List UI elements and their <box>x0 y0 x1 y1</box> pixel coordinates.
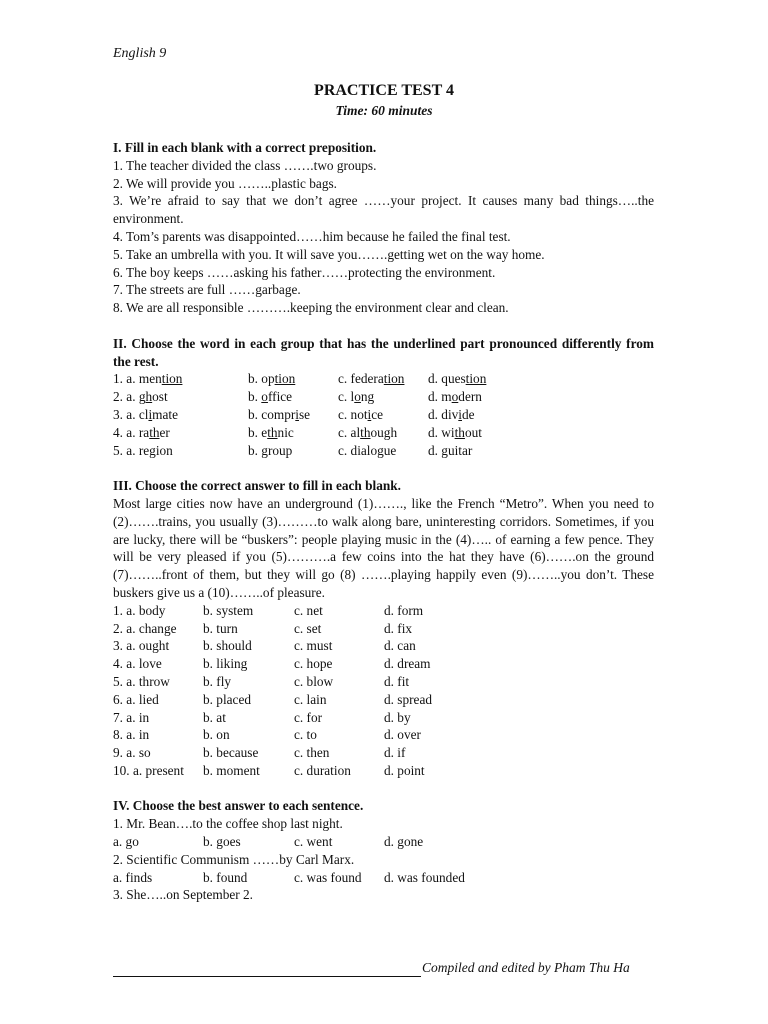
word-part: c. al <box>338 424 361 440</box>
underlined-part: o <box>261 389 268 405</box>
cloze-option-row <box>113 620 654 638</box>
word-part: ough <box>370 424 398 440</box>
option: b. goes <box>203 834 241 850</box>
option: d. form <box>384 602 424 618</box>
s4-options <box>113 869 654 887</box>
underlined-part: o <box>354 389 361 405</box>
option: c. went <box>294 834 333 850</box>
s1-item: 6. The boy keeps ……asking his father……protecting the environment. <box>113 264 496 280</box>
option-b <box>248 370 338 388</box>
word-part: d. div <box>428 406 459 422</box>
subject-label: English 9 <box>113 46 167 61</box>
time-limit: Time: 60 minutes <box>335 103 433 118</box>
section4-heading: IV. Choose the best answer to each sentence. <box>113 798 364 814</box>
option: 10. a. present <box>113 762 184 778</box>
pronunciation-row <box>113 388 654 406</box>
cloze-options-table <box>113 602 654 780</box>
option-d <box>428 406 475 424</box>
word-part: nic <box>277 424 294 440</box>
cloze-option-row <box>113 655 654 673</box>
word-part: 5. a. region <box>113 442 173 458</box>
underlined-part: th <box>267 424 278 440</box>
option: d. fit <box>384 673 410 689</box>
option: 7. a. in <box>113 709 150 725</box>
cloze-option-row <box>113 691 654 709</box>
option-c <box>338 424 428 442</box>
option-d <box>428 442 472 460</box>
option: 4. a. love <box>113 656 162 672</box>
option-d <box>428 424 482 442</box>
option: d. over <box>384 727 421 743</box>
word-part: se <box>298 406 311 422</box>
option: b. system <box>203 602 254 618</box>
option: 6. a. lied <box>113 691 159 707</box>
footer-rule <box>113 976 421 977</box>
option: b. fly <box>203 673 232 689</box>
underlined-part: i <box>367 406 372 422</box>
s4-options <box>113 833 654 851</box>
s4-question: 3. She…..on September 2. <box>113 887 253 903</box>
option: c. blow <box>294 673 334 689</box>
s1-item: 5. Take an umbrella with you. It will save you…….getting wet on the way home. <box>113 246 545 262</box>
s4-question: 2. Scientific Communism ……by Carl Marx. <box>113 851 355 867</box>
page-title: PRACTICE TEST 4 <box>314 82 454 99</box>
footer-credit: Compiled and edited by Pham Thu Ha <box>422 960 630 975</box>
word-part: b. compr <box>248 406 296 422</box>
option-a <box>113 442 248 460</box>
option: d. if <box>384 745 406 761</box>
underlined-part: i <box>295 406 299 422</box>
option-b <box>248 424 338 442</box>
word-part: 4. a. ra <box>113 424 150 440</box>
option: c. to <box>294 727 317 743</box>
test-content <box>113 139 654 904</box>
option: c. then <box>294 745 330 761</box>
option: b. liking <box>203 656 248 672</box>
word-part: er <box>159 424 170 440</box>
cloze-option-row <box>113 709 654 727</box>
pronunciation-row <box>113 424 654 442</box>
option: d. gone <box>384 834 424 850</box>
underlined-part: th <box>360 424 371 440</box>
cloze-option-row <box>113 673 654 691</box>
underlined-part: tion <box>465 371 487 387</box>
option: c. for <box>294 709 323 725</box>
word-part: d. m <box>428 389 452 405</box>
option: b. because <box>203 745 259 761</box>
word-part: b. <box>248 389 262 405</box>
underlined-part: i <box>458 406 462 422</box>
word-part: out <box>464 424 482 440</box>
option: 3. a. ought <box>113 638 170 654</box>
underlined-part: o <box>451 389 459 405</box>
option-b <box>248 388 338 406</box>
underlined-part: tion <box>274 371 296 387</box>
option: b. turn <box>203 620 238 636</box>
underlined-part: th <box>149 424 160 440</box>
pronunciation-table <box>113 370 654 459</box>
word-part: 2. a. g <box>113 389 146 405</box>
option: 9. a. so <box>113 745 151 761</box>
s1-item: 7. The streets are full ……garbage. <box>113 282 301 298</box>
option-c <box>338 406 428 424</box>
option: c. was found <box>294 869 362 885</box>
word-part: b. group <box>248 442 293 458</box>
cloze-option-row <box>113 744 654 762</box>
option: c. duration <box>294 762 351 778</box>
word-part: d. ques <box>428 371 466 387</box>
word-part: ng <box>360 389 375 405</box>
word-part: ffice <box>267 389 293 405</box>
word-part: b. e <box>248 424 268 440</box>
option: b. found <box>203 869 248 885</box>
option-d <box>428 370 486 388</box>
cloze-option-row <box>113 762 654 780</box>
option: b. placed <box>203 691 251 707</box>
cloze-option-row <box>113 602 654 620</box>
option: a. go <box>113 834 139 850</box>
s1-item: 4. Tom’s parents was disappointed……him because he failed the final test. <box>113 228 511 244</box>
s1-item: 3. We’re afraid to say that we don’t agree ……your project. It causes many bad things…..the environment. <box>113 193 654 227</box>
section3-heading: III. Choose the correct answer to fill in each blank. <box>113 478 401 494</box>
option: b. should <box>203 638 252 654</box>
word-part: 3. a. cl <box>113 406 149 422</box>
option: d. can <box>384 638 416 654</box>
word-part: ost <box>152 389 168 405</box>
option: c. set <box>294 620 322 636</box>
option: d. spread <box>384 691 432 707</box>
option-c <box>338 442 428 460</box>
option-a <box>113 388 248 406</box>
underlined-part: th <box>454 424 465 440</box>
section1-heading: I. Fill in each blank with a correct preposition. <box>113 140 377 155</box>
underlined-part: tion <box>383 371 405 387</box>
option-d <box>428 388 482 406</box>
option: 8. a. in <box>113 727 150 743</box>
word-part: c. dialogue <box>338 442 397 458</box>
pronunciation-row <box>113 442 654 460</box>
option-b <box>248 442 338 460</box>
word-part: c. federa <box>338 371 384 387</box>
word-part: mate <box>152 406 178 422</box>
option: d. point <box>384 762 425 778</box>
option-a <box>113 406 248 424</box>
cloze-passage: Most large cities now have an underground (1)……., like the French “Metro”. When you need to (2)…….trains, you usually (3)………to walk along bare, uninteresting corridors. Sometimes, if you are lucky, there will be “buskers”: people playing music in the (4)….. of earning a few pence. They will be very pleased if you (5)……….a few coins into the hat they have (6)…….on the ground (7)……..front of them, but they will go (8) …….playing happily even (9)……..you don’t. These buskers give us a (10)……..of pleasure. <box>113 495 654 600</box>
word-part: c. l <box>338 389 355 405</box>
word-part: d. guitar <box>428 442 473 458</box>
word-part: c. not <box>338 406 368 422</box>
cloze-option-row <box>113 637 654 655</box>
word-part: ce <box>371 406 384 422</box>
option-c <box>338 388 428 406</box>
pronunciation-row <box>113 406 654 424</box>
s4-question: 1. Mr. Bean….to the coffee shop last night. <box>113 816 343 832</box>
word-part: 1. a. men <box>113 371 162 387</box>
option-c <box>338 370 428 388</box>
option: b. moment <box>203 762 260 778</box>
word-part: b. op <box>248 371 275 387</box>
option-b <box>248 406 338 424</box>
option-a <box>113 424 248 442</box>
s1-item: 2. We will provide you ……..plastic bags. <box>113 175 337 191</box>
underlined-part: h <box>145 389 153 405</box>
word-part: de <box>462 406 475 422</box>
word-part: d. wi <box>428 424 455 440</box>
option: 2. a. change <box>113 620 177 636</box>
underlined-part: tion <box>161 371 183 387</box>
cloze-option-row <box>113 726 654 744</box>
option: a. finds <box>113 869 153 885</box>
option: 1. a. body <box>113 602 166 618</box>
underlined-part: i <box>148 406 153 422</box>
option: 5. a. throw <box>113 673 170 689</box>
option: c. hope <box>294 656 333 672</box>
option: d. fix <box>384 620 413 636</box>
option: d. by <box>384 709 411 725</box>
option: b. at <box>203 709 226 725</box>
option: c. lain <box>294 691 327 707</box>
section2-heading: II. Choose the word in each group that has the underlined part pronounced differently from the rest. <box>113 335 654 369</box>
word-part: dern <box>458 389 482 405</box>
option: c. net <box>294 602 323 618</box>
option-a <box>113 370 248 388</box>
option: d. was founded <box>384 869 465 885</box>
pronunciation-row <box>113 370 654 388</box>
option: b. on <box>203 727 230 743</box>
option: c. must <box>294 638 333 654</box>
s1-item: 8. We are all responsible ……….keeping the environment clear and clean. <box>113 300 509 316</box>
s1-item: 1. The teacher divided the class …….two groups. <box>113 157 377 173</box>
option: d. dream <box>384 656 431 672</box>
